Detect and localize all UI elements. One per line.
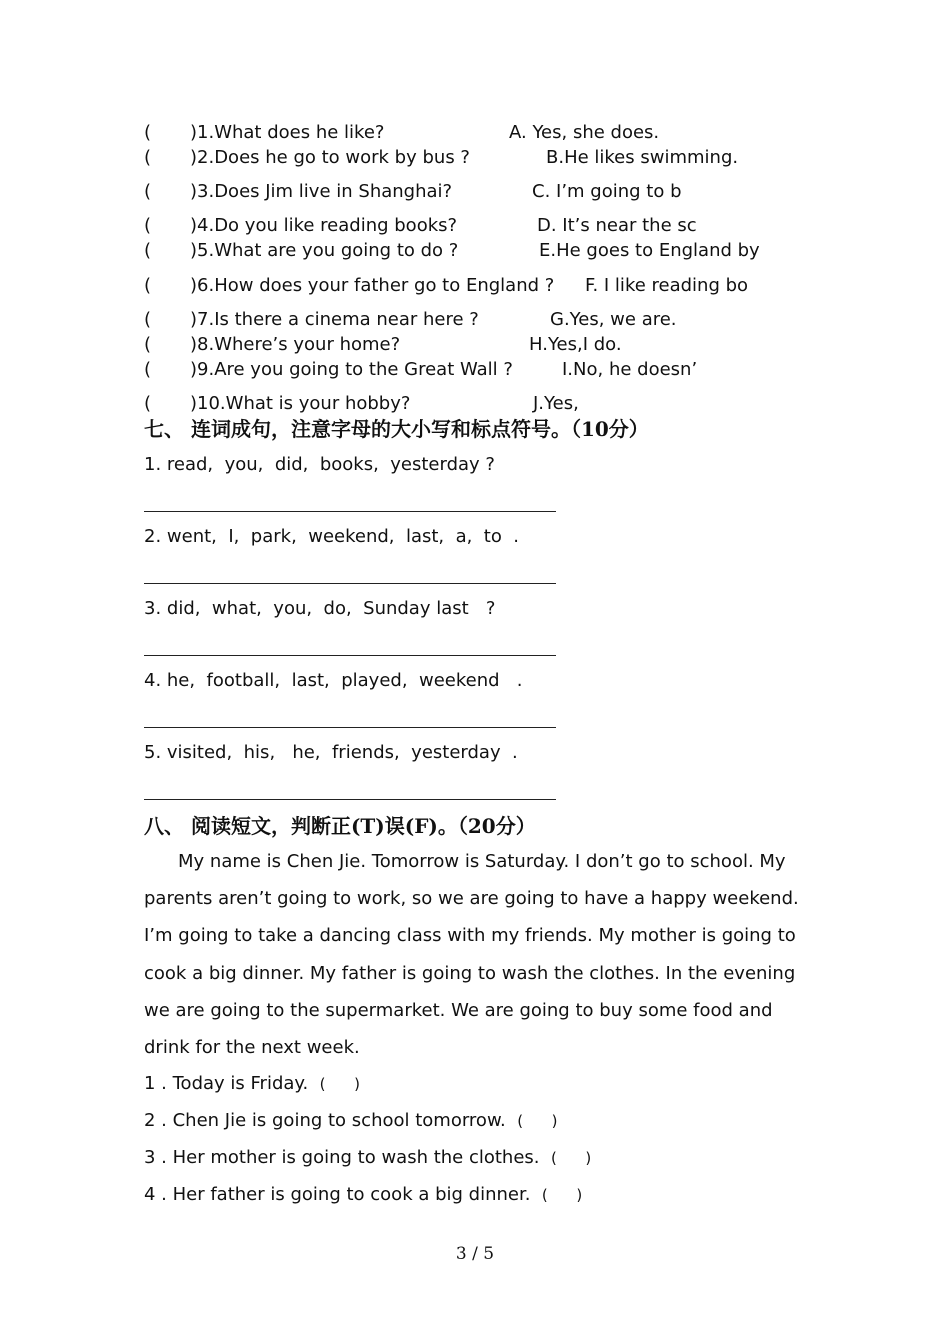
matching-paren: ( [144,334,152,355]
matching-paren: ( [144,181,152,202]
passage-text: My name is Chen Jie. Tomorrow is Saturday. I don’t go to school. My parents aren’t going to work, so we are going to have a happy weekend. I’m going to take a dancing class with my friends. My mother is going to cook a big dinner. My father is going to wash the clothes. In the evening we are going to the supermarket. We are going to buy some food and drink for the next week. [144,851,799,1059]
section-8-heading: 八、 阅读短文，判断正(T)误(F)。（20分） [144,814,536,838]
matching-answer: A. Yes, she does. [509,122,660,143]
matching-answer: F. I like reading bo [585,275,749,296]
matching-answer: G.Yes, we are. [550,309,677,330]
answer-line[interactable] [144,727,556,728]
matching-question: )2.Does he go to work by bus ? [190,147,470,168]
matching-question: )8.Where’s your home? [190,334,401,355]
answer-line[interactable] [144,799,556,800]
tf-question-text: 2 . Chen Jie is going to school tomorrow. [144,1110,518,1131]
matching-question: )7.Is there a cinema near here ? [190,309,479,330]
matching-question: )5.What are you going to do ? [190,240,459,261]
page-number: 3 / 5 [455,1244,495,1264]
tf-question [144,1147,591,1169]
matching-question: )3.Does Jim live in Shanghai? [190,181,453,202]
reading-passage [144,843,804,1066]
matching-paren: ( [144,393,152,414]
matching-question: )1.What does he like? [190,122,385,143]
matching-answer: C. I’m going to b [532,181,682,202]
matching-paren: ( [144,359,152,380]
sentence-item: 2. went, I, park, weekend, last, a, to . [144,526,520,547]
matching-answer: B.He likes swimming. [546,147,739,168]
answer-parentheses[interactable]: ( ) [550,1149,592,1167]
tf-question [144,1073,360,1095]
matching-paren: ( [144,122,152,143]
matching-answer: I.No, he doesn’ [562,359,698,380]
answer-line[interactable] [144,583,556,584]
matching-question: )4.Do you like reading books? [190,215,458,236]
answer-line[interactable] [144,655,556,656]
matching-paren: ( [144,215,152,236]
sentence-item: 3. did, what, you, do, Sunday last ? [144,598,496,619]
matching-question: )9.Are you going to the Great Wall ? [190,359,513,380]
matching-paren: ( [144,275,152,296]
tf-question [144,1184,582,1206]
sentence-item: 5. visited, his, he, friends, yesterday . [144,742,518,763]
tf-question-text: 4 . Her father is going to cook a big dinner. [144,1184,542,1205]
matching-answer: E.He goes to England by [539,240,760,261]
answer-parentheses[interactable]: ( ) [541,1186,583,1204]
matching-paren: ( [144,147,152,168]
matching-answer: J.Yes, [533,393,579,414]
sentence-item: 4. he, football, last, played, weekend . [144,670,523,691]
sentence-item: 1. read, you, did, books, yesterday ? [144,454,495,475]
matching-question: )6.How does your father go to England ? [190,275,555,296]
matching-paren: ( [144,240,152,261]
tf-question-text: 3 . Her mother is going to wash the clothes. [144,1147,551,1168]
matching-question: )10.What is your hobby? [190,393,411,414]
matching-answer: H.Yes,I do. [529,334,622,355]
answer-line[interactable] [144,511,556,512]
matching-answer: D. It’s near the sc [537,215,697,236]
answer-parentheses[interactable]: ( ) [319,1075,360,1093]
section-7-heading: 七、 连词成句，注意字母的大小写和标点符号。（10分） [144,417,649,441]
answer-parentheses[interactable]: ( ) [517,1112,558,1130]
matching-paren: ( [144,309,152,330]
tf-question-text: 1 . Today is Friday. [144,1073,320,1094]
tf-question [144,1110,558,1132]
